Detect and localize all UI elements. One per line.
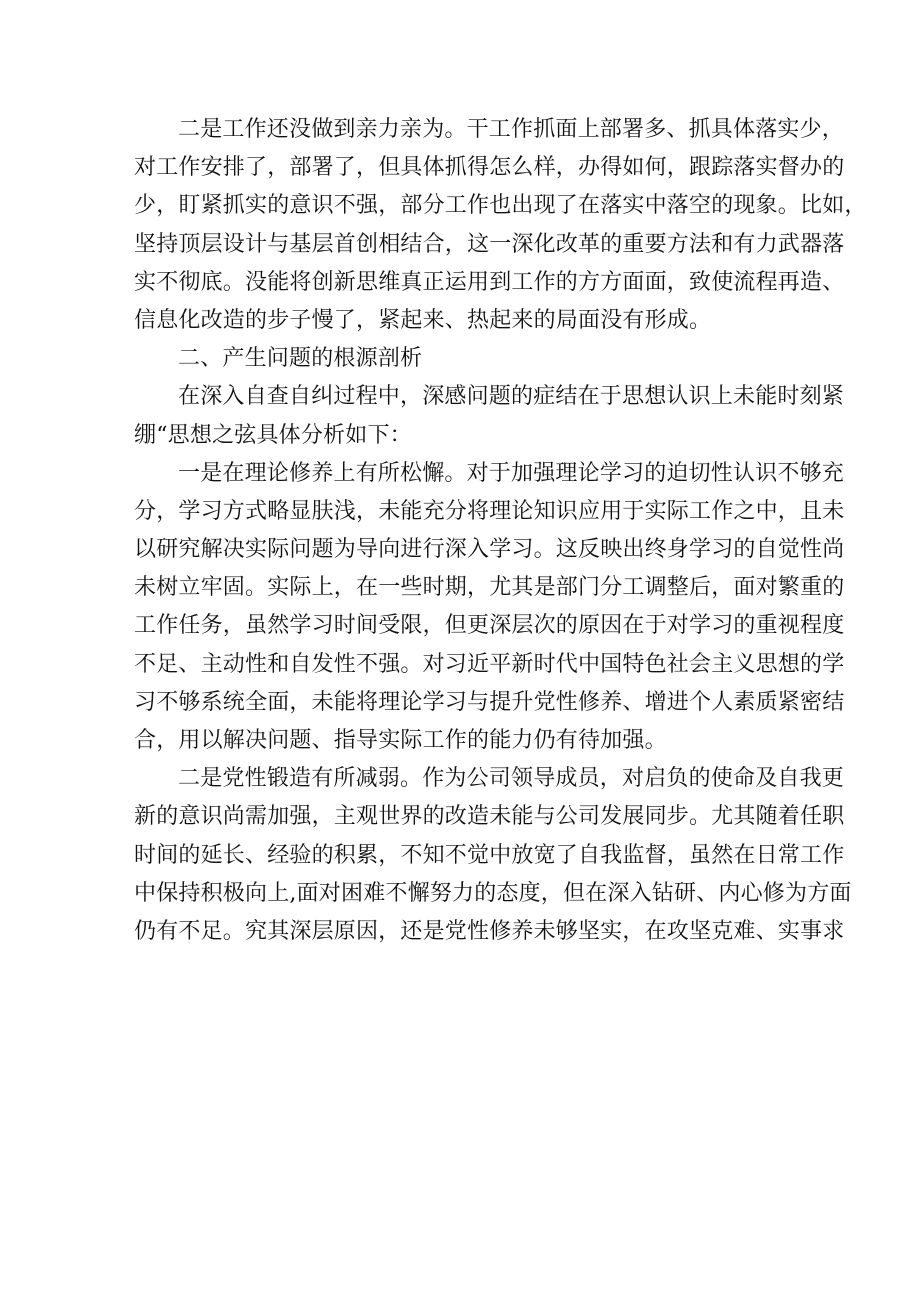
paragraph-line: 以研究解决实际问题为导向进行深入学习。这反映出终身学习的自觉性尚	[134, 537, 845, 563]
paragraph-line: 工作任务，虽然学习时间受限，但更深层次的原因在于对学习的重视程度	[134, 613, 845, 639]
paragraph-line: 对工作安排了，部署了，但具体抓得怎么样，办得如何，跟踪落实督办的	[134, 155, 845, 181]
paragraph-line: 未树立牢固。实际上，在一些时期，尤其是部门分工调整后，面对繁重的	[134, 575, 845, 601]
document-body	[134, 111, 867, 951]
paragraph-line: 二是工作还没做到亲力亲为。干工作抓面上部署多、抓具体落实少，	[178, 117, 845, 142]
paragraph-line: 时间的延长、经验的积累，不知不觉中放宽了自我监督，虽然在日常工作	[134, 842, 845, 868]
paragraph-line: 信息化改造的步子慢了，紧起来、热起来的局面没有形成。	[134, 307, 712, 333]
paragraph-line: 不足、主动性和自发性不强。对习近平新时代中国特色社会主义思想的学	[134, 651, 845, 677]
paragraph-line: 仍有不足。究其深层原因，还是党性修养未够坚实，在攻坚克难、实事求	[134, 918, 845, 944]
paragraph-line: 实不彻底。没能将创新思维真正运用到工作的方方面面，致使流程再造、	[134, 269, 845, 295]
paragraph-line: 一是在理论修养上有所松懈。对于加强理论学习的迫切性认识不够充	[178, 460, 845, 486]
section-heading: 二、产生问题的根源剖析	[178, 346, 423, 372]
paragraph-line: 习不够系统全面，未能将理论学习与提升党性修养、增进个人素质紧密结	[134, 689, 845, 715]
paragraph-line: 合，用以解决问题、指导实际工作的能力仍有待加强。	[134, 728, 667, 753]
paragraph-line: 新的意识尚需加强，主观世界的改造未能与公司发展同步。尤其随着任职	[134, 804, 845, 830]
paragraph-line: 绷“思想之弦具体分析如下：	[134, 422, 412, 448]
paragraph-line: 坚持顶层设计与基层首创相结合，这一深化改革的重要方法和有力武器落	[134, 231, 845, 257]
paragraph-line: 少，盯紧抓实的意识不强，部分工作也出现了在落实中落空的现象。比如，	[134, 193, 867, 219]
paragraph-line: 分，学习方式略显肤浅，未能充分将理论知识应用于实际工作之中，且未	[134, 498, 845, 524]
paragraph-line: 二是党性锻造有所减弱。作为公司领导成员，对启负的使命及自我更	[178, 766, 845, 792]
paragraph-line: 在深入自查自纠过程中，深感问题的症结在于思想认识上未能时刻紧	[178, 384, 845, 410]
paragraph-line: 中保持积极向上,面对困难不懈努力的态度，但在深入钻研、内心修为方面	[134, 880, 852, 906]
